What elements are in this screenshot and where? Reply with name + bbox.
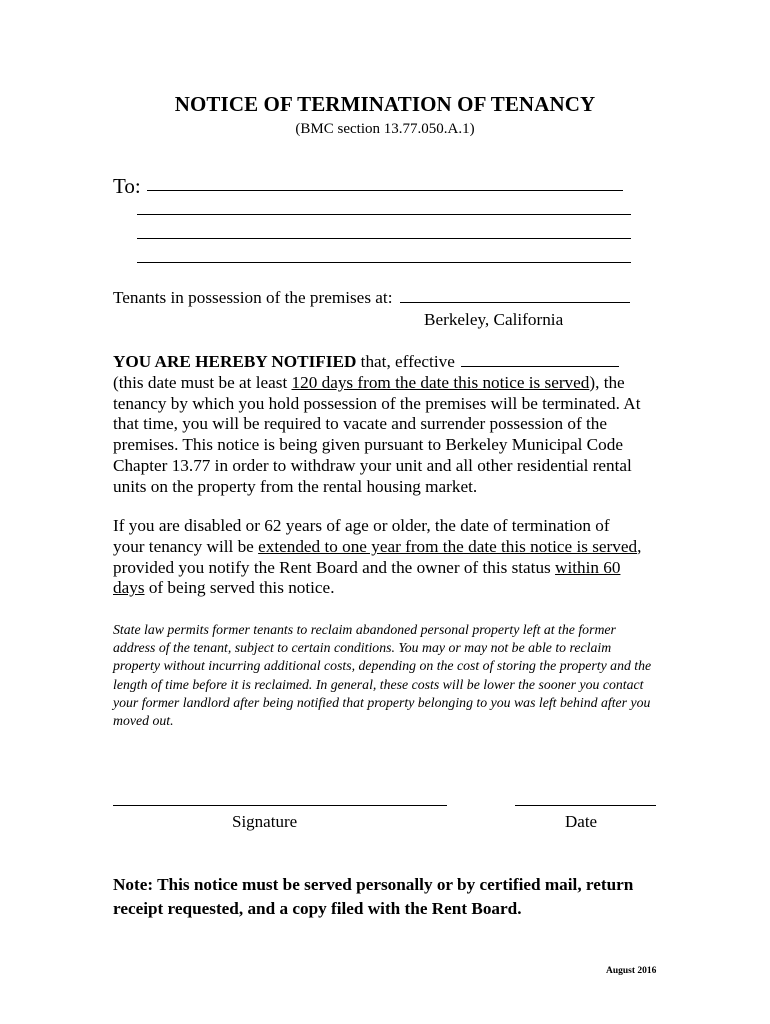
- premises-label: Tenants in possession of the premises at:: [113, 288, 393, 307]
- disabled-text-a: If you are disabled or 62 years of age or older, the date of termination of your tenancy will be: [113, 516, 610, 556]
- signature-label: Signature: [232, 812, 298, 831]
- disabled-text-u1: extended to one year from the date this notice is served: [258, 536, 638, 556]
- to-address-line-3[interactable]: [137, 238, 631, 239]
- document-subtitle: (BMC section 13.77.050.A.1): [295, 121, 475, 137]
- notice-paragraph: [113, 350, 645, 498]
- signature-line[interactable]: [113, 805, 447, 806]
- document-title: NOTICE OF TERMINATION OF TENANCY: [174, 92, 596, 116]
- revision-date: August 2016: [606, 966, 657, 976]
- notice-text-b: ), the tenancy by which you hold possession of the premises will be terminated. At that time, you will be required to vacate and surrender possession of the premises. This notice is being given pursuant to Berkeley Municipal Code Chapter 13.77 in order to withdraw your unit and all other residential rental units on the property from the rental housing market.: [113, 372, 641, 496]
- to-address-line-2[interactable]: [137, 214, 631, 215]
- disabled-text-c: of being served this notice.: [144, 578, 335, 598]
- to-label: To:: [113, 174, 141, 198]
- date-line[interactable]: [515, 805, 656, 806]
- effective-date-line[interactable]: [461, 350, 619, 367]
- service-note: Note: This notice must be served personally or by certified mail, return receipt requested, and a copy filed with the Rent Board.: [113, 875, 634, 918]
- to-address-line-4[interactable]: [137, 262, 631, 263]
- date-label: Date: [565, 812, 598, 831]
- premises-address-line[interactable]: [400, 302, 630, 303]
- to-address-line-1[interactable]: [147, 190, 623, 191]
- premises-city: Berkeley, California: [424, 310, 564, 329]
- notice-lead: YOU ARE HEREBY NOTIFIED: [113, 352, 357, 371]
- notice-text-a: (this date must be at least: [113, 372, 292, 392]
- notice-after-lead: that, effective: [356, 352, 460, 371]
- disabled-paragraph: [113, 516, 645, 599]
- state-law-paragraph: State law permits former tenants to reclaim abandoned personal property left at the former address of the tenant, subject to certain conditions. You may or may not be able to reclaim property without incurring additional costs, depending on the cost of storing the property and the length of time before it is reclaimed. In general, these costs will be lower the sooner you contact your former landlord after being notified that property belonging to you was left behind after you moved out.: [113, 622, 652, 729]
- notice-text-underlined: 120 days from the date this notice is served: [291, 372, 590, 392]
- disabled-text-b: , provided you notify the Rent Board and the owner of this status: [113, 536, 642, 577]
- disabled-text-u2: within 60 days: [113, 557, 621, 598]
